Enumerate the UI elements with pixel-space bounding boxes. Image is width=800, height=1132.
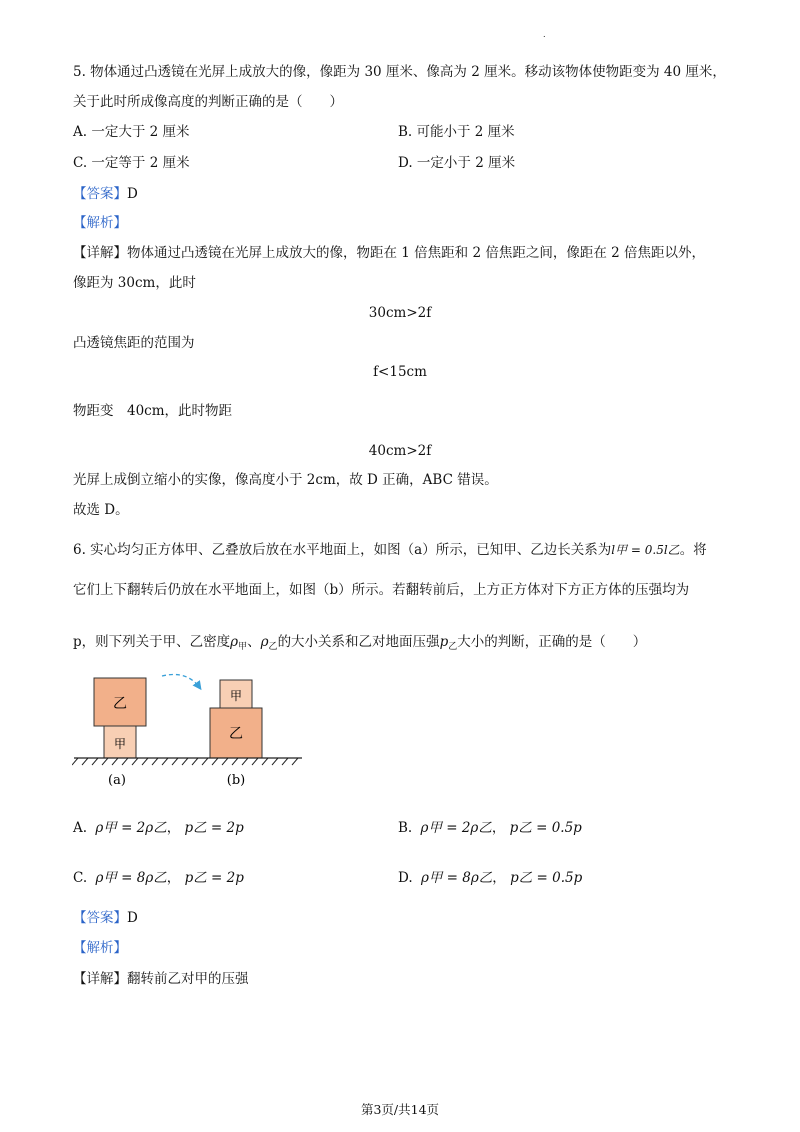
q6-stem-text-d: 的大小关系和乙对地面压强 [277,634,440,650]
q6-answer-tag: 【答案】 [73,910,127,926]
q5-option-b: B. 可能小于 2 厘米 [398,124,515,140]
caption-b: (b) [226,773,246,788]
q6-option-c-p: p乙 = 2p [184,870,244,886]
q6-detail-line1 [73,969,249,989]
caption-a: (a) [108,773,126,788]
cube-yi-bottom-label: 乙 [229,726,243,742]
q6-option-b-label: B. [398,820,413,836]
page-mark: . [543,30,546,39]
q5-line5: 光屏上成倒立缩小的实像，像高度小于 2cm，故 D 正确，ABC 错误。 [73,472,498,488]
answer-value: D [127,186,138,202]
q6-option-b-p: p乙 = 0.5p [509,820,582,836]
q5-stem-line2: 关于此时所成像高度的判断正确的是（ ） [73,94,343,110]
q6-option-a-label: A. [73,820,88,836]
q6-analysis-tag: 【解析】 [73,940,127,956]
q6-option-b-rho: ρ甲 = 2ρ乙 [420,820,492,836]
p-yi-symbol: $p_乙$ [439,634,458,652]
q6-option-c: C. ρ甲 = 8ρ乙， p乙 = 2p [73,870,244,886]
q6-answer [73,908,138,928]
q5-equation-1: 30cm>2f [368,305,432,321]
q6-option-c-label: C. [73,870,88,886]
q5-line3: 凸透镜焦距的范围为 [73,335,195,351]
q6-option-d-rho: ρ甲 = 8ρ乙 [420,870,493,886]
q6-stem-text-a: 6. 实心均匀正方体甲、乙叠放后放在水平地面上，如图（a）所示，已知甲、乙边长关系为 [73,542,612,558]
analysis-tag: 【解析】 [73,215,127,231]
q5-equation-3: 40cm>2f [368,443,432,459]
q5-option-d: D. 一定小于 2 厘米 [398,155,516,171]
q5-answer [73,184,138,204]
q6-stem-text-e: 大小的判断，正确的是（ ） [457,634,647,650]
q6-option-d-p: p乙 = 0.5p [510,870,583,886]
q5-detail-line2: 像距为 30cm，此时 [73,275,196,291]
q5-option-c: C. 一定等于 2 厘米 [73,155,190,171]
q5-line6: 故选 D。 [73,502,129,518]
flip-arrow-icon [162,675,200,689]
q5-line4: 物距变 40cm，此时物距 [73,403,233,419]
q6-stem-line1 [73,540,707,560]
q6-option-d-label: D. [398,870,413,886]
length-relation: l甲 = 0.5l乙 [611,543,680,557]
q6-detail-text: 翻转前乙对甲的压强 [127,971,249,987]
q6-option-b: B. ρ甲 = 2ρ乙， p乙 = 0.5p [398,820,582,836]
q6-option-d: D. ρ甲 = 8ρ乙， p乙 = 0.5p [398,870,583,886]
q5-stem-line1: 5. 物体通过凸透镜在光屏上成放大的像，像距为 30 厘米、像高为 2 厘米。移动该物体使物距变为 40 厘米， [73,64,726,80]
cube-jia-top-label: 甲 [229,689,243,703]
answer-tag: 【答案】 [73,186,127,202]
detail-tag: 【详解】 [73,245,127,261]
q6-stem-text-b: 。将 [679,542,707,558]
q5-equation-2: f<15cm [373,364,427,380]
q5-analysis-tag [73,213,127,233]
ground-hatching [72,758,298,765]
q5-option-a: A. 一定大于 2 厘米 [73,124,190,140]
q6-stem-line2: 它们上下翻转后仍放在水平地面上，如图（b）所示。若翻转前后，上方正方体对下方正方体的压强均为 [73,582,690,598]
cube-yi-label: 乙 [113,696,127,712]
q5-detail-line1 [73,243,705,263]
q6-answer-value: D [127,910,138,926]
stacked-cubes-figure [72,668,312,793]
q6-analysis [73,938,127,958]
rho-jia-symbol: $\rho_甲$ [230,634,248,652]
cube-jia-label: 甲 [113,737,127,751]
detail-text: 物体通过凸透镜在光屏上成放大的像，物距在 1 倍焦距和 2 倍焦距之间，像距在 2 倍焦距以外， [127,245,706,261]
q6-option-c-rho: ρ甲 = 8ρ乙 [95,870,167,886]
q6-option-a-p: p乙 = 2p [184,820,244,836]
q6-option-a-rho: ρ甲 = 2ρ乙 [95,820,167,836]
q6-stem-text-c: p，则下列关于甲、乙密度 [73,634,231,650]
page-footer: 第3页/共14页 [360,1102,440,1117]
rho-yi-symbol: $\rho_乙$ [260,634,278,652]
q6-option-a: A. ρ甲 = 2ρ乙， p乙 = 2p [73,820,244,836]
q6-detail-tag: 【详解】 [73,971,127,987]
q6-stem-line3: p，则下列关于甲、乙密度$\rho_甲$、$\rho_乙$的大小关系和乙对地面压强$p_乙$大小的判断，正确的是（ ） [73,634,647,652]
